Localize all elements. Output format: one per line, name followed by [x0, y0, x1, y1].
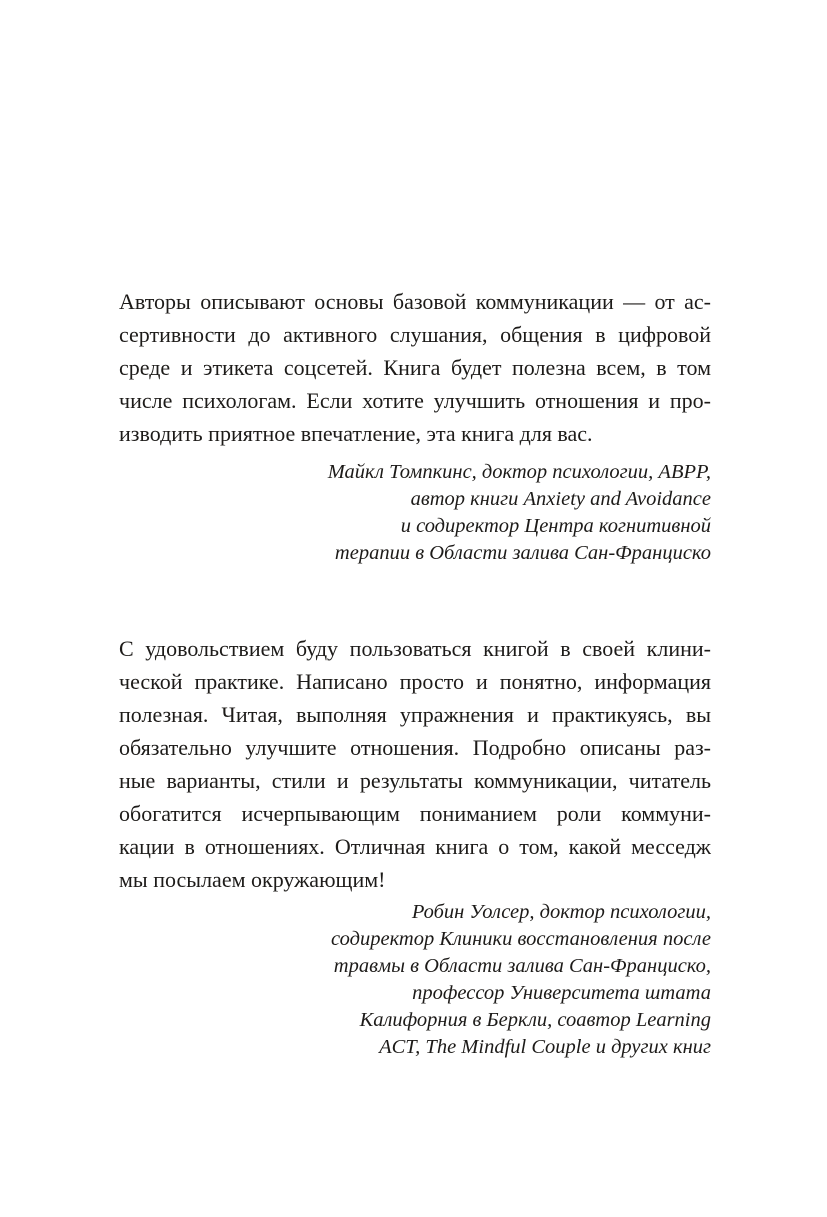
quote-line: обязательно улучшите отношения. Подробно описаны раз-: [119, 735, 711, 760]
attribution-line: содиректор Клиники восстановления после: [331, 928, 711, 950]
attribution-line: автор книги Anxiety and Avoidance: [410, 488, 711, 510]
attribution-line: травмы в Области залива Сан-Франциско,: [333, 955, 711, 977]
review-quote-walser: [119, 632, 711, 896]
quote-line: С удовольствием буду пользоваться книгой в своей клини-: [119, 636, 711, 661]
quote-line: кации в отношениях. Отличная книга о том, какой месседж: [119, 834, 711, 859]
quote-line: ные варианты, стили и результаты коммуникации, читатель: [119, 768, 711, 793]
attribution-line: Калифорния в Беркли, соавтор Learning: [359, 1009, 711, 1031]
attribution-line: терапии в Области залива Сан-Франциско: [334, 542, 711, 564]
book-page: [119, 0, 711, 1217]
attribution-line: профессор Университета штата: [412, 982, 711, 1004]
attribution-line: Майкл Томпкинс, доктор психологии, ABPP,: [327, 461, 711, 483]
quote-line: ческой практике. Написано просто и понятно, информация: [119, 669, 711, 694]
quote-line: Авторы описывают основы базовой коммуникации — от ас-: [119, 289, 711, 314]
quote-line: сертивности до активного слушания, общения в цифровой: [119, 322, 711, 347]
review-attribution-tompkins: [119, 459, 711, 567]
quote-line: среде и этикета соцсетей. Книга будет полезна всем, в том: [119, 355, 711, 380]
quote-line: числе психологам. Если хотите улучшить отношения и про-: [119, 388, 711, 413]
quote-line: полезная. Читая, выполняя упражнения и практикуясь, вы: [119, 702, 711, 727]
quote-line: обогатится исчерпывающим пониманием роли коммуни-: [119, 801, 711, 826]
attribution-line: Робин Уолсер, доктор психологии,: [411, 901, 711, 923]
quote-line: изводить приятное впечатление, эта книга для вас.: [119, 421, 593, 446]
review-quote-tompkins: [119, 285, 711, 450]
quote-line: мы посылаем окружающим!: [119, 867, 386, 892]
attribution-line: и содиректор Центра когнитивной: [400, 515, 711, 537]
attribution-line: ACT, The Mindful Couple и других книг: [379, 1036, 711, 1058]
review-attribution-walser: [119, 899, 711, 1061]
